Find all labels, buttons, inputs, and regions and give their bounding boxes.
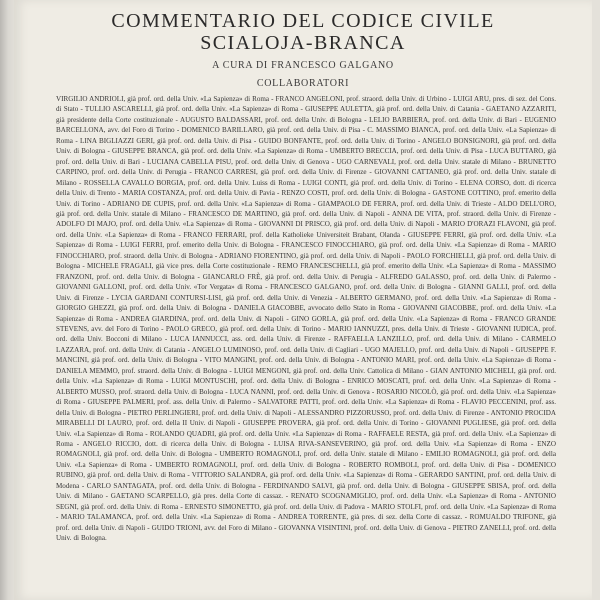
editor-line: A CURA DI FRANCESCO GALGANO — [212, 60, 394, 71]
collaborators-heading: COLLABORATORI — [256, 78, 350, 89]
collaborators-list: VIRGILIO ANDRIOLI, già prof. ord. della Univ. «La Sapienza» di Roma - FRANCO ANGELONI, prof. straord. della Univ. di Urbino - LUIGI ARU, pres. di sez. del Cons. di Stato - TULLIO ASCARELLI, già prof. ord. della Univ. «La Sapienza» di Roma - GIUSEPPE AULETTA, già prof. ord. della Univ. di Catania - GAETANO AZZARITI, già presidente della Corte costituzionale - AUGUSTO BALDASSARI, prof. ord. della Univ. di Bologna - LELIO BARBIERA, prof. ord. della Univ. di Bari - EUGENIO BARCELLONA, avv. del Foro di Torino - DOMENICO BARILLARO, già prof. ord. della Univ. di Pisa - C. MASSIMO BIANCA, prof. ord. della Univ. «La Sapienza» di Roma - LINA BIGLIAZZI GERI, già prof. ord. della Univ. di Pisa - GUIDO BONFANTE, prof. ord. della Univ. di Torino - ANGELO BONSIGNORI, già prof. ord. della Univ. di Bologna - GIUSEPPE BRANCA, già prof. ord. della Univ. «La Sapienza» di Roma - UMBERTO BRECCIA, prof. ord. della Univ. di Pisa - LUCA BUTTARO, già prof. ord. della Univ. di Bari - LUCIANA CABELLA PISU, prof. ord. della Univ. di Genova - UGO CARNEVALI, prof. ord. della Univ. statale di Milano - BRUNETTO CARPINO, prof. ord. della Univ. di Perugia - FRANCO CARRESI, già prof. ord. della Univ. di Firenze - GIOVANNI CATTANEO, già prof. ord. della Univ. statale di Milano - ROSSELLA CAVALLO BORGIA, prof. ord. della Univ. Luiss di Roma - LUIGI CONTI, già prof. ord. della Univ. di Torino - ELENA CORSO, dott. di ricerca della Univ. di Trento - MARIA COSTANZA, prof. ord. della Univ. di Pavia - RENZO COSTI, prof. ord. della Univ. di Bologna - GASTONE COTTINO, prof. emerito della Univ. di Torino - ADRIANO DE CUPIS, prof. ord. della Univ. «La Sapienza» di Roma - GIAMPAOLO DE FERRA, prof. ord. della Univ. di Trieste - ALDO DELL'ORO, già prof. ord. della Univ. statale di Milano - FRANCESCO DE MARTINO, già prof. ord. della Univ. di Napoli - ANNA DE VITA, prof. straord. della Univ. di Firenze - ADOLFO DI MAJO, prof. ord. della Univ. «La Sapienza» di Roma - GIOVANNI DI PRISCO, già prof. ord. della Univ. di Napoli - MARIO D'ORAZI FLAVONI, già prof. ord. della Univ. «La Sapienza» di Roma - FRANCO FERRARI, prof. della Katholieke Universiteit Brabant, Olanda - GIUSEPPE FERRI, già prof. ord. della Univ. «La Sapienza» di Roma - LUIGI FERRI, prof. emerito della Univ. di Bologna - FRANCESCO FINOCCHIARO, già prof. ord. della Univ. «La Sapienza» di Roma - MARIO FINOCCHIARO, prof. straord. della Univ. di Bologna - ADRIANO FIORENTINO, già prof. ord. della Univ. di Napoli - PAOLO FORCHIELLI, già prof. ord. della Univ. di Bologna - MICHELE FRAGALI, già vice pres. della Corte costituzionale - REMO FRANCESCHELLI, già prof. emerito della Univ. «La Sapienza» di Roma - MASSIMO FRANZONI, prof. ord. della Univ. di Bologna - GIANCARLO FRÈ, già prof. ord. della Univ. di Perugia - ALFREDO GALASSO, prof. ord. della Univ. di Palermo - GIOVANNI GALLONI, prof. ord. della Univ. «Tor Vergata» di Roma - FRANCESCO GALGANO, prof. ord. della Univ. di Bologna - GIANNI GALLI, prof. ord. della Univ. di Firenze - LYCIA GARDANI CONTURSI-LISI, già prof. ord. della Univ. di Venezia - ALBERTO GERMANO, prof. ord. della Univ. «La Sapienza» di Roma - GIORGIO GHEZZI, già prof. ord. della Univ. di Bologna - DANIELA GIACOBBE, avvocato dello Stato in Roma - GIOVANNI GIACOBBE, prof. ord. della Univ. «La Sapienza» di Roma - ANDREA GIARDINA, prof. ord. della Univ. di Napoli - GINO GORLA, già prof. ord. della Univ. «La Sapienza» di Roma - FRANCO GRANDE STEVENS, avv. del Foro di Torino - PAOLO GRECO, già prof. ord. della Univ. di Torino - MARIO IANNUZZI, pres. della Univ. di Trieste - GIOVANNI IUDICA, prof. ord. della Univ. Bocconi di Milano - LUCA IANNUCCI, ass. ord. della Univ. di Firenze - RAFFAELLA LANZILLO, prof. ord. della Univ. di Milano - CARMELO LAZZARA, prof. ord. della Univ. di Catania - ANGELO LUMINOSO, prof. ord. della Univ. di Cagliari - UGO MAJELLO, prof. ord. della Univ. di Napoli - GIUSEPPE F. MANCINI, già prof. ord. della Univ. di Bologna - VITO MANGINI, prof. ord. della Univ. di Bologna - ANTONIO MARI, prof. ord. della Univ. «La Sapienza» di Roma - DANIELA MEMMO, prof. straord. della Univ. di Bologna - LUIGI MENGONI, già prof. ord. della Univ. Cattolica di Milano - GIAN ANTONIO MICHELI, già prof. ord. della Univ. «La Sapienza» di Roma - LUIGI MONTUSCHI, prof. ord. della Univ. di Bologna - ENRICO MOSCATI, prof. ord. della Univ. «La Sapienza» di Roma - ALBERTO MUSSO, prof. straord. della Univ. di Bologna - LUCA NANNI, prof. ord. della Univ. di Genova - ROSARIO NICOLÒ, già prof. ord. della Univ. «La Sapienza» di Roma - GIUSEPPE PALMERI, prof. ass. della Univ. di Palermo - SALVATORE PATTI, prof. ord. della Univ. «La Sapienza» di Roma - FLAVIO PECCENINI, prof. ass. della Univ. di Bologna - PIETRO PERLINGIERI, prof. ord. della Univ. di Napoli - ALESSANDRO PIZZORUSSO, prof. ord. della Univ. di Firenze - ANTONIO PROCIDA MIRABELLI DI LAURO, prof. ord. della II Univ. di Napoli - GIUSEPPE PROVERA, già prof. ord. della Univ. di Torino - GIOVANNI PUGLIESE, già prof. ord. della Univ. «La Sapienza» di Roma - ROLANDO QUADRI, già prof. ord. della Univ. «La Sapienza» di Roma - RAFFAELE RESTA, già prof. ord. della Univ. «La Sapienza» di Roma - ANGELO RICCIO, dott. di ricerca della Univ. di Bologna - LUISA RIVA-SANSEVERINO, già prof. ord. della Univ. «La Sapienza» di Roma - ENZO ROMAGNOLI, già prof. ord. della Univ. di Bologna - UMBERTO ROMAGNOLI, prof. ord. della Univ. statale di Milano - EMILIO ROMAGNOLI, già prof. ord. della Univ. «La Sapienza» di Roma - UMBERTO ROMAGNOLI, prof. ord. della Univ. di Bologna - ROBERTO ROMBOLI, prof. ord. della Univ. di Pisa - DOMENICO RUBINO, già prof. ord. della Univ. di Roma - VITTORIO SALANDRA, già prof. ord. della Univ. «La Sapienza» di Roma - GERARDO SANTINI, prof. ord. della Univ. di Modena - CARLO SANTAGATA, prof. ord. della Univ. di Bologna - FERDINANDO SALVI, già prof. ord. della Univ. di Bologna - GIUSEPPE SBISA, prof. ord. della Univ. di Milano - GAETANO SCARPELLO, già pres. della Corte di cassaz. - RENATO SCOGNAMIGLIO, prof. ord. della Univ. «La Sapienza» di Roma - ANTONIO SEGNI, già prof. ord. della Univ. di Roma - ERNESTO SIMONETTO, già prof. ord. della Univ. di Padova - MARIO STOLFI, prof. ord. della Univ. «La Sapienza» di Roma - MARIO TALAMANCA, prof. ord. della Univ. «La Sapienza» di Roma - ANDREA TORRENTE, già pres. di sez. della Corte di cassaz. - ROMUALDO TRIFONE, già prof. ord. della Univ. di Napoli - GUIDO TRIONI, avv. del Foro di Milano - GIOVANNA VISINTINI, prof. ord. della Univ. di Genova - PIETRO ZANELLI, prof. ord. della Univ. di Bologna. — [56, 95, 556, 543]
book-subtitle: SCIALOJA-BRANCA — [200, 32, 406, 54]
book-title: COMMENTARIO DEL CODICE CIVILE — [111, 10, 495, 32]
book-page — [14, 0, 592, 600]
